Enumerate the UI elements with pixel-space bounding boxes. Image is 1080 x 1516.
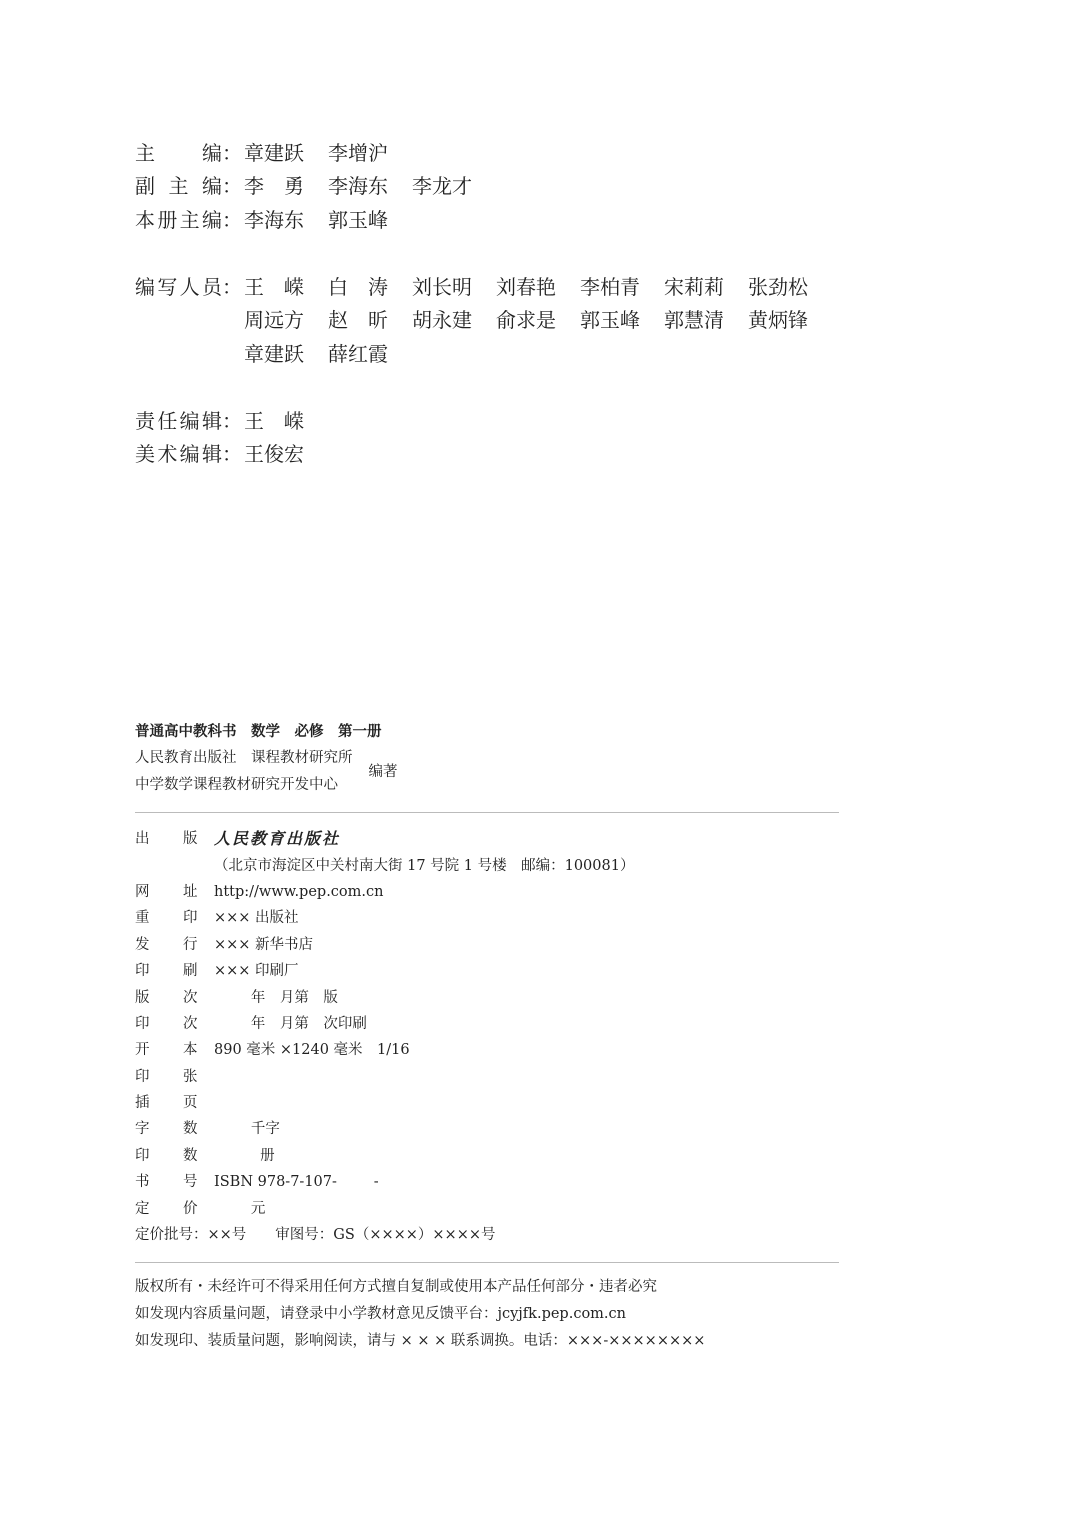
imprint-value: ××× 印刷厂 — [214, 963, 299, 980]
imprint-row — [135, 958, 855, 984]
imprint-value: ISBN 978-7-107- - — [214, 1174, 379, 1191]
imprint-label-char: 版 — [183, 831, 198, 848]
publisher-logo: 人民教育出版社 — [214, 829, 341, 849]
credit-row-label: 副 主 编 — [135, 174, 222, 199]
writers-row-names — [244, 342, 412, 366]
writers-row-label: 编写人员 — [135, 274, 222, 299]
imprint-label-char: 插 — [135, 1095, 150, 1112]
authors-block — [135, 745, 855, 799]
person-name: 刘长明 — [412, 274, 472, 299]
imprint-label-char: 页 — [183, 1095, 198, 1112]
imprint-label-char: 张 — [183, 1068, 198, 1085]
imprint-label-char: 次 — [183, 989, 198, 1006]
imprint-value: 元 — [214, 1200, 266, 1217]
person-name: 刘春艳 — [496, 274, 556, 299]
imprint-label-char: 刷 — [183, 963, 198, 980]
imprint-value: （北京市海淀区中关村南大街 17 号院 1 号楼 邮编：100081） — [214, 857, 635, 874]
colon: ： — [222, 207, 242, 232]
imprint-label-char: 址 — [183, 883, 198, 900]
colon: ： — [222, 408, 242, 433]
credit-row — [135, 203, 855, 237]
editor-row-names — [244, 409, 328, 433]
colon: ： — [222, 274, 242, 299]
author-line-2: 中学数学课程教材研究开发中心 — [135, 777, 338, 793]
imprint-row — [135, 1143, 855, 1169]
imprint-row — [135, 1169, 855, 1195]
imprint-row — [135, 1116, 855, 1142]
imprint-label-char: 书 — [135, 1174, 150, 1191]
imprint-label-char: 印 — [183, 910, 198, 927]
book-info — [135, 718, 855, 799]
imprint-label-char: 数 — [183, 1121, 198, 1138]
imprint-label-char: 行 — [183, 936, 198, 953]
person-name: 王 嵘 — [244, 408, 304, 433]
authors-list — [135, 745, 353, 799]
imprint-row — [135, 1037, 855, 1063]
person-name: 章建跃 — [244, 341, 304, 366]
person-name: 郭玉峰 — [328, 207, 388, 232]
imprint-row — [135, 905, 855, 931]
editor-row-label: 美术编辑 — [135, 442, 222, 467]
person-name: 郭玉峰 — [580, 308, 640, 333]
person-name: 李 勇 — [244, 174, 304, 199]
imprint-value: 千字 — [214, 1121, 280, 1138]
person-name: 王俊宏 — [244, 442, 304, 467]
approval-numbers: 定价批号：××号 审图号：GS（××××）××××号 — [135, 1227, 496, 1243]
approval-block — [135, 1222, 855, 1249]
imprint-label-char: 网 — [135, 883, 150, 900]
credits-section — [135, 136, 855, 471]
imprint-label-char: 次 — [183, 1015, 198, 1032]
person-name: 黄炳锋 — [748, 308, 808, 333]
footer-notices — [135, 1274, 855, 1355]
author-role: 编著 — [368, 764, 398, 780]
person-name: 周远方 — [244, 308, 304, 333]
credit-row-names — [244, 208, 412, 232]
imprint-value: ××× 新华书店 — [214, 936, 314, 953]
colon: ： — [222, 442, 242, 467]
imprint-row — [135, 879, 855, 905]
imprint-row — [135, 1011, 855, 1037]
person-name: 胡永建 — [412, 308, 472, 333]
author-line-1: 人民教育出版社 课程教材研究所 — [135, 750, 353, 766]
imprint-label-char: 本 — [183, 1042, 198, 1059]
person-name: 俞求是 — [496, 308, 556, 333]
person-name: 李龙才 — [412, 174, 472, 199]
imprint-label-char: 印 — [135, 1015, 150, 1032]
editor-row-names — [244, 442, 328, 466]
editor-row — [135, 438, 855, 472]
writers-row-names — [244, 275, 832, 299]
person-name: 李柏青 — [580, 274, 640, 299]
imprint-label-char: 价 — [183, 1200, 198, 1217]
person-name: 李海东 — [328, 174, 388, 199]
writers-row — [135, 304, 855, 338]
imprint-label-char: 印 — [135, 1147, 150, 1164]
imprint-row — [135, 1064, 855, 1090]
imprint-row — [135, 1195, 855, 1221]
feedback-notice: 如发现内容质量问题，请登录中小学教材意见反馈平台：jcyjfk.pep.com.cn — [135, 1306, 626, 1322]
imprint-label-char: 发 — [135, 936, 150, 953]
imprint-label-char: 印 — [135, 1068, 150, 1085]
imprint-label-char: 字 — [135, 1121, 150, 1138]
credit-row-names — [244, 141, 412, 165]
person-name: 李海东 — [244, 207, 304, 232]
imprint-label-char: 定 — [135, 1200, 150, 1217]
credit-row — [135, 170, 855, 204]
credit-row-label: 本册主编 — [135, 207, 222, 232]
imprint-label-char: 号 — [183, 1174, 198, 1191]
imprint-value[interactable]: http://www.pep.com.cn — [214, 883, 384, 900]
imprint-value: 年 月第 版 — [214, 989, 338, 1006]
person-name: 白 涛 — [328, 274, 388, 299]
person-name: 章建跃 — [244, 140, 304, 165]
imprint-value: 年 月第 次印刷 — [214, 1015, 367, 1032]
spacer — [135, 371, 855, 405]
writers-row — [135, 337, 855, 371]
editor-row — [135, 404, 855, 438]
imprint-value: 册 — [214, 1147, 275, 1164]
print-quality-notice: 如发现印、装质量问题，影响阅读，请与 × × × 联系调换。电话：×××-×××××××× — [135, 1333, 706, 1349]
imprint-section — [135, 826, 855, 1222]
imprint-label-char: 重 — [135, 910, 150, 927]
imprint-value: ××× 出版社 — [214, 910, 299, 927]
imprint-value: 890 毫米 ×1240 毫米 1/16 — [214, 1042, 410, 1059]
imprint-row — [135, 826, 855, 852]
imprint-label-char: 版 — [135, 989, 150, 1006]
book-title: 普通高中教科书 数学 必修 第一册 — [135, 723, 382, 740]
divider — [135, 1262, 839, 1263]
imprint-row — [135, 1090, 855, 1116]
spacer — [135, 237, 855, 271]
credit-row — [135, 136, 855, 170]
writers-row-names — [244, 308, 832, 332]
person-name: 薛红霞 — [328, 341, 388, 366]
person-name: 王 嵘 — [244, 274, 304, 299]
imprint-row — [135, 852, 855, 878]
colon: ： — [222, 140, 242, 165]
imprint-row — [135, 984, 855, 1010]
copyright-notice: 版权所有・未经许可不得采用任何方式擅自复制或使用本产品任何部分・违者必究 — [135, 1279, 657, 1295]
writers-row — [135, 270, 855, 304]
imprint-label-char: 数 — [183, 1147, 198, 1164]
divider — [135, 812, 839, 813]
imprint-label-char: 出 — [135, 831, 150, 848]
person-name: 赵 昕 — [328, 308, 388, 333]
credit-row-label: 主 编 — [135, 140, 222, 165]
person-name: 郭慧清 — [664, 308, 724, 333]
colon: ： — [222, 174, 242, 199]
credit-row-names — [244, 174, 496, 198]
imprint-label-char: 印 — [135, 963, 150, 980]
person-name: 宋莉莉 — [664, 274, 724, 299]
imprint-row — [135, 932, 855, 958]
imprint-label-char: 开 — [135, 1042, 150, 1059]
person-name: 李增沪 — [328, 140, 388, 165]
editor-row-label: 责任编辑 — [135, 408, 222, 433]
person-name: 张劲松 — [748, 274, 808, 299]
